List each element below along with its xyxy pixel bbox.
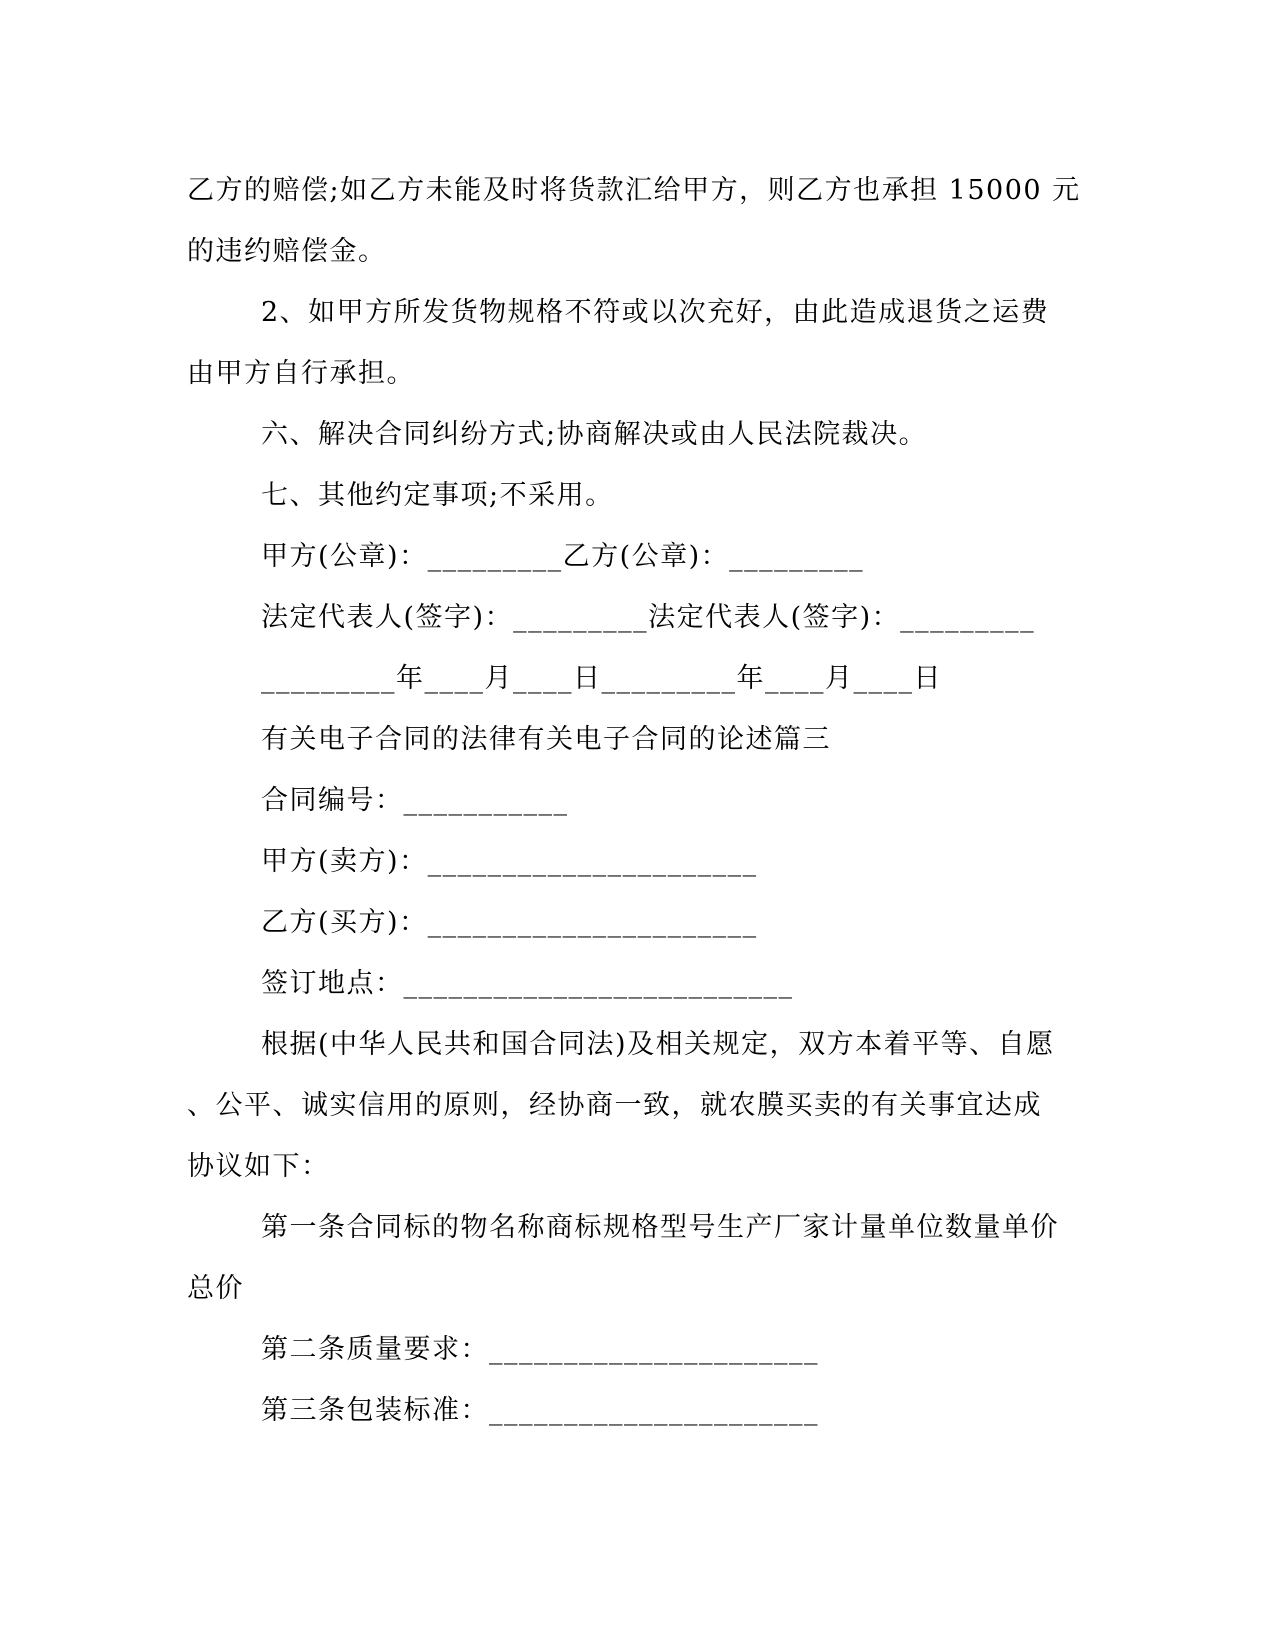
contract-number-line: 合同编号：___________ — [261, 785, 569, 816]
article-two-line: 第二条质量要求：______________________ — [261, 1334, 819, 1365]
buyer-line: 乙方(买方)：______________________ — [261, 907, 758, 938]
signature-line-representative: 法定代表人(签字)：_________法定代表人(签字)：_________ — [261, 602, 1036, 633]
text-line: 的违约赔偿金。 — [187, 236, 387, 267]
text-line: 由甲方自行承担。 — [187, 358, 415, 389]
article-three-line: 第三条包装标准：______________________ — [261, 1395, 819, 1426]
seller-line: 甲方(卖方)：______________________ — [261, 846, 758, 877]
signature-line-date: _________年____月____日_________年____月____日 — [261, 663, 942, 694]
section-heading: 有关电子合同的法律有关电子合同的论述篇三 — [261, 724, 831, 755]
text-line: 六、解决合同纠纷方式;协商解决或由人民法院裁决。 — [261, 419, 928, 450]
text-line: 协议如下： — [187, 1151, 330, 1182]
text-line: 七、其他约定事项;不采用。 — [261, 480, 614, 511]
document-body — [187, 160, 1081, 1441]
text-line: 总价 — [187, 1273, 244, 1304]
text-line: 乙方的赔偿;如乙方未能及时将货款汇给甲方，则乙方也承担 15000 元 — [187, 175, 1081, 206]
text-line: 2、如甲方所发货物规格不符或以次充好，由此造成退货之运费 — [261, 297, 1050, 328]
signing-place-line: 签订地点：__________________________ — [261, 968, 794, 999]
text-line: 、公平、诚实信用的原则，经协商一致，就农膜买卖的有关事宜达成 — [187, 1090, 1042, 1121]
article-one-line: 第一条合同标的物名称商标规格型号生产厂家计量单位数量单价 — [261, 1212, 1059, 1243]
text-line: 根据(中华人民共和国合同法)及相关规定，双方本着平等、自愿 — [261, 1029, 1055, 1060]
signature-line-seal: 甲方(公章)：_________乙方(公章)：_________ — [261, 541, 865, 572]
